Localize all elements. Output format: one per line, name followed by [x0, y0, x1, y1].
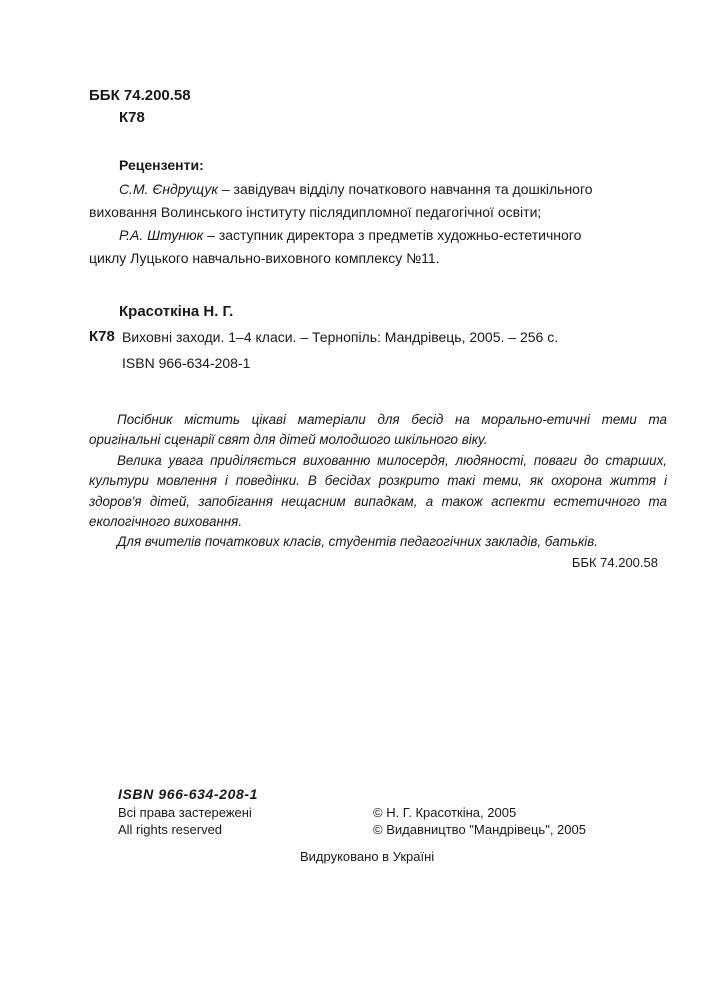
- bbk-code: ББК 74.200.58: [89, 87, 191, 104]
- copyright-publisher: © Видавництво "Мандрівець", 2005: [373, 822, 586, 837]
- book-author: Красоткіна Н. Г.: [119, 303, 234, 320]
- annotation-paragraph-1: Посібник містить цікаві матеріали для бесід на морально-етичні теми та оригінальні сценарії свят для дітей молодшого шкільного віку.: [89, 412, 667, 448]
- annotation-paragraph-2: Велика увага приділяється вихованню милосердя, людяності, поваги до старших, культури мовлення і поведінки. В бесідах розкрито такі теми, як охорона життя і здоров'я дітей, запобігання нещасним випадкам, а також аспекти естетичного та екологічного виховання.: [89, 452, 667, 530]
- bibliographic-isbn: ISBN 966-634-208-1: [122, 355, 251, 371]
- annotation: [89, 410, 667, 553]
- rights-reserved-en: All rights reserved: [118, 822, 223, 837]
- reviewer-1-name: С.М. Єндрущук: [119, 181, 218, 197]
- footer-isbn: ISBN 966-634-208-1: [118, 786, 258, 802]
- reviewer-2-line-2: циклу Луцького навчально-виховного комплексу №11.: [89, 250, 440, 266]
- reviewer-2-name: Р.А. Штунюк: [119, 227, 204, 243]
- annotation-bbk: ББК 74.200.58: [571, 555, 658, 570]
- reviewers-heading: Рецензенти:: [119, 157, 204, 173]
- bibliographic-description: Виховні заходи. 1–4 класи. – Тернопіль: Мандрівець, 2005. – 256 с.: [122, 329, 559, 345]
- reviewer-1-line-2: виховання Волинського інституту післядипломної педагогічної освіти;: [89, 204, 542, 220]
- reviewer-2-line-1: [119, 224, 581, 246]
- reviewer-2-role: – заступник директора з предметів художньо-естетичного: [203, 227, 582, 243]
- printed-in: Видруковано в Україні: [300, 849, 435, 864]
- copyright-author: © Н. Г. Красоткіна, 2005: [373, 805, 517, 820]
- annotation-paragraph-3: Для вчителів початкових класів, студентів педагогічних закладів, батьків.: [117, 534, 598, 550]
- reviewer-1-line-1: [119, 178, 593, 200]
- bibliographic-mark: К78: [89, 328, 115, 345]
- author-mark: К78: [119, 109, 145, 126]
- reviewer-1-role: – завідувач відділу початкового навчання та дошкільного: [217, 181, 593, 197]
- rights-reserved-ua: Всі права застережені: [118, 805, 252, 820]
